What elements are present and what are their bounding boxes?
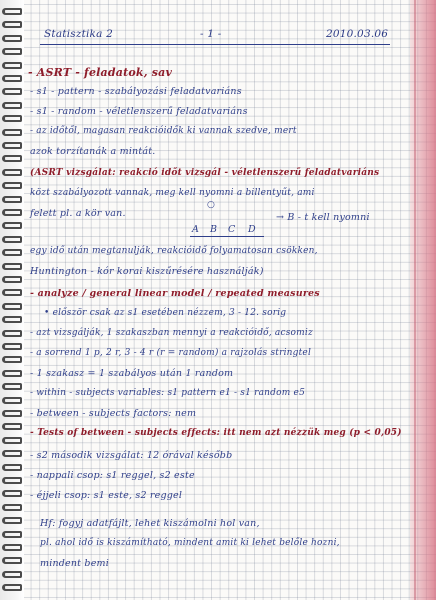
note-line-21: - nappali csop: s1 reggel, s2 este [30, 470, 195, 481]
header-rule [40, 44, 390, 45]
binding-ring [2, 437, 22, 444]
binding-ring [2, 209, 22, 216]
note-line-14: - azt vizsgálják, 1 szakaszban mennyi a reakcióidő, acsomiz [30, 328, 313, 338]
note-line-6: (ASRT vizsgálat: reakció időt vizsgál - véletlenszerű feladatvariáns [30, 168, 380, 178]
binding-ring [2, 343, 22, 350]
binding-ring [2, 397, 22, 404]
page-right-edge [410, 0, 436, 600]
note-line-7: közt szabályozott vannak, meg kell nyomni a billentyűt, ami [30, 188, 315, 198]
binding-ring [2, 517, 22, 524]
note-line-19: - Tests of between - subjects effects: itt nem azt nézzük meg (p < 0,05) [30, 428, 402, 438]
binding-ring [2, 249, 22, 256]
note-line-4: - az időtől, magasan reakcióidők ki vannak szedve, mert [30, 126, 297, 136]
page-number: - 1 - [200, 28, 222, 40]
binding-ring [2, 330, 22, 337]
binding-ring [2, 155, 22, 162]
spiral-binding [0, 0, 24, 600]
binding-ring [2, 35, 22, 42]
binding-ring [2, 504, 22, 511]
note-line-24: pl. ahol idő is kiszámítható, mindent amit ki lehet belőle hozni, [40, 538, 340, 548]
subject-title: Statisztika 2 [44, 28, 113, 40]
binding-ring [2, 557, 22, 564]
binding-ring [2, 584, 22, 591]
note-line-11: Huntington - kór korai kiszűrésére használják) [30, 266, 264, 277]
note-line-3: - s1 - random - véletlenszerű feladatvariáns [30, 106, 248, 117]
binding-ring [2, 477, 22, 484]
binding-ring [2, 370, 22, 377]
binding-ring [2, 464, 22, 471]
binding-ring [2, 490, 22, 497]
date: 2010.03.06 [326, 28, 389, 40]
binding-ring [2, 236, 22, 243]
note-line-17: - within - subjects variables: s1 pattern e1 - s1 random e5 [30, 388, 306, 398]
binding-ring [2, 356, 22, 363]
note-line-15: - a sorrend 1 p, 2 r, 3 - 4 r (r = random) a rajzolás stringtel [30, 348, 312, 358]
binding-ring [2, 410, 22, 417]
letter-a: A [192, 224, 200, 235]
note-line-2: - s1 - pattern - szabályozási feladatvariáns [30, 86, 242, 97]
binding-ring [2, 102, 22, 109]
binding-ring [2, 263, 22, 270]
binding-ring [2, 303, 22, 310]
binding-ring [2, 21, 22, 28]
binding-ring [2, 531, 22, 538]
binding-ring [2, 544, 22, 551]
binding-ring [2, 196, 22, 203]
note-line-12: - analyze / general linear model / repeated measures [30, 288, 320, 299]
note-line-20: - s2 második vizsgálat: 12 órával később [30, 450, 233, 461]
binding-ring [2, 182, 22, 189]
letter-c: C [228, 224, 236, 235]
binding-ring [2, 142, 22, 149]
binding-ring [2, 450, 22, 457]
binding-ring [2, 423, 22, 430]
note-line-10: egy idő után megtanulják, reakcióidő folyamatosan csökken, [30, 246, 318, 256]
note-line-23: Hf: fogyj adatfájlt, lehet kiszámolni hol van, [40, 518, 260, 529]
binding-ring [2, 276, 22, 283]
letter-d: D [248, 224, 256, 235]
binding-ring [2, 88, 22, 95]
binding-ring [2, 222, 22, 229]
note-line-5: azok torzítanák a mintát. [30, 146, 156, 157]
binding-ring [2, 129, 22, 136]
binding-ring [2, 571, 22, 578]
binding-ring [2, 48, 22, 55]
binding-ring [2, 383, 22, 390]
letter-b: B [210, 224, 218, 235]
binding-ring [2, 169, 22, 176]
note-line-1: - ASRT - feladatok, sav [28, 66, 173, 79]
circle-mark: ○ [207, 200, 216, 210]
binding-ring [2, 8, 22, 15]
binding-ring [2, 75, 22, 82]
binding-ring [2, 62, 22, 69]
note-line-8: felett pl. a kör van. [30, 208, 126, 219]
note-line-16: - 1 szakasz = 1 szabályos után 1 random [30, 368, 234, 379]
note-line-18: - between - subjects factors: nem [30, 408, 197, 419]
binding-ring [2, 316, 22, 323]
note-line-9: → B - t kell nyomni [276, 212, 370, 223]
note-line-13: • először csak az s1 esetében nézzem, 3 - 12. sorig [44, 308, 287, 318]
letters-underline [190, 236, 264, 237]
note-line-22: - éjjeli csop: s1 este, s2 reggel [30, 490, 183, 501]
note-line-25: mindent bemi [40, 558, 109, 569]
binding-ring [2, 289, 22, 296]
binding-ring [2, 115, 22, 122]
